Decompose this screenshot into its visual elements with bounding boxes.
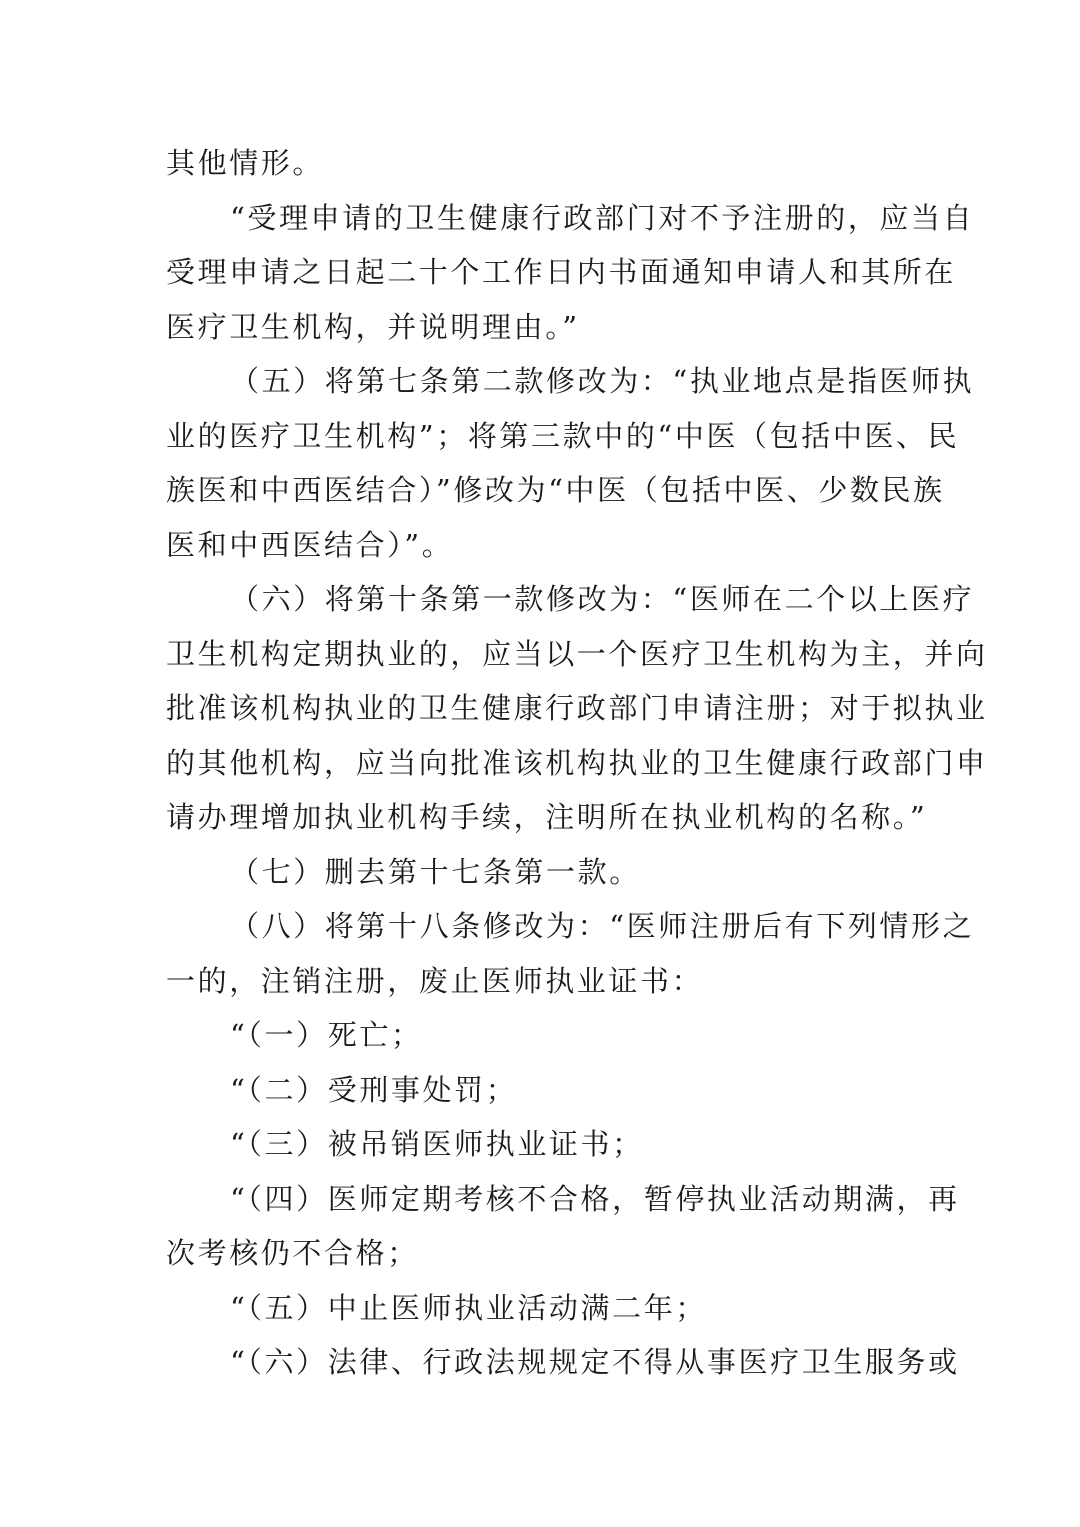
document-line: “受理申请的卫生健康行政部门对不予注册的，应当自 (230, 200, 975, 235)
document-line: 请办理增加执业机构手续，注明所在执业机构的名称。” (166, 800, 928, 834)
document-line: “（二）受刑事处罚； (230, 1072, 518, 1107)
document-line: 批准该机构执业的卫生健康行政部门申请注册；对于拟执业 (166, 691, 988, 725)
document-line: “（三）被吊销医师执业证书； (230, 1127, 644, 1161)
document-line: 的其他机构，应当向批准该机构执业的卫生健康行政部门申 (166, 745, 988, 780)
document-line: （五）将第七条第二款修改为：“执业地点是指医师执 (230, 364, 975, 398)
document-line: 受理申请之日起二十个工作日内书面通知申请人和其所在 (166, 255, 957, 289)
document-line: （六）将第十条第一款修改为：“医师在二个以上医疗 (230, 582, 975, 616)
document-line: 一的，注销注册，废止医师执业证书： (166, 963, 704, 998)
document-line: （七）删去第十七条第一款。 (230, 854, 641, 889)
document-line: “（一）死亡； (230, 1018, 423, 1052)
document-line: 其他情形。 (166, 146, 325, 180)
document-line: 医疗卫生机构，并说明理由。” (166, 309, 580, 344)
document-line: （八）将第十八条修改为：“医师注册后有下列情形之 (230, 909, 975, 943)
document-line: “（六）法律、行政法规规定不得从事医疗卫生服务或 (230, 1345, 960, 1379)
document-line: 卫生机构定期执业的，应当以一个医疗卫生机构为主，并向 (166, 636, 988, 671)
document-line: 医和中西医结合）”。 (166, 527, 454, 562)
document-body (166, 136, 988, 1390)
document-line: “（四）医师定期考核不合格，暂停执业活动期满，再 (230, 1181, 960, 1216)
document-line: 业的医疗卫生机构”；将第三款中的“中医（包括中医、民 (166, 418, 960, 453)
document-line: 族医和中西医结合）”修改为“中医（包括中医、少数民族 (166, 473, 945, 507)
document-line: “（五）中止医师执业活动满二年； (230, 1290, 707, 1325)
document-line: 次考核仍不合格； (166, 1236, 419, 1270)
